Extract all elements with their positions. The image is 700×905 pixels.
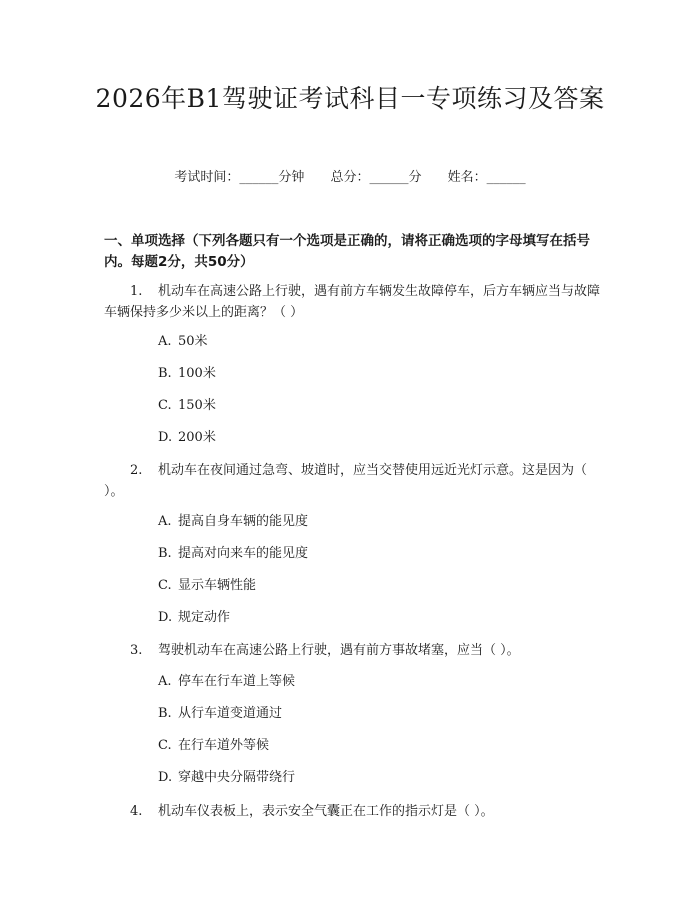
option-text: 显示车辆性能 [178,578,257,593]
option [158,609,230,627]
option-text: 50米 [178,334,208,349]
exam-meta-line [0,169,700,187]
student-name-field: 姓名：______ [447,170,526,185]
option-letter: B. [158,366,172,381]
question-number: 3. [130,643,143,658]
option-letter: B. [158,546,172,561]
option-letter: D. [158,610,173,625]
option [158,333,208,351]
option-letter: A. [158,674,172,689]
question-1 [104,281,604,323]
option-letter: C. [158,398,172,413]
option-text: 提高对向来车的能见度 [178,546,309,561]
option-letter: A. [158,334,172,349]
section-heading: 一、单项选择（下列各题只有一个选项是正确的，请将正确选项的字母填写在括号内。每题2分，共50分） [104,233,590,270]
question-number: 1. [130,284,143,299]
option-text: 提高自身车辆的能见度 [178,514,309,529]
option [158,737,269,755]
option-text: 从行车道变道通过 [178,706,283,721]
option-text: 规定动作 [178,610,231,625]
option [158,577,256,595]
option [158,365,216,383]
option [158,545,308,563]
exam-time-field: 考试时间：______分钟 [174,170,305,185]
option [158,397,216,415]
question-number: 2. [130,463,143,478]
question-text: 机动车在高速公路上行驶，遇有前方车辆发生故障停车，后方车辆应当与故障车辆保持多少米以上的距离？（ ） [104,284,601,320]
option [158,769,295,787]
option-text: 停车在行车道上等候 [178,674,296,689]
option-letter: C. [158,738,172,753]
question-2 [104,460,604,502]
option-text: 200米 [178,430,216,445]
option [158,673,295,691]
option [158,513,308,531]
question-3 [104,640,604,661]
total-score-field: 总分：______分 [330,170,422,185]
option [158,705,282,723]
option-text: 150米 [178,398,216,413]
option [158,429,216,447]
option-letter: D. [158,430,173,445]
question-text: 机动车仪表板上，表示安全气囊正在工作的指示灯是（ ）。 [158,804,494,819]
option-letter: C. [158,578,172,593]
document-title: 2026年B1驾驶证考试科目一专项练习及答案 [95,84,605,113]
option-letter: B. [158,706,172,721]
question-4 [104,801,604,822]
option-letter: D. [158,770,173,785]
option-text: 100米 [178,366,216,381]
option-text: 在行车道外等候 [178,738,270,753]
question-number: 4. [130,804,143,819]
question-text: 驾驶机动车在高速公路上行驶，遇有前方事故堵塞，应当（ ）。 [158,643,520,658]
question-text: 机动车在夜间通过急弯、坡道时，应当交替使用远近光灯示意。这是因为（ ）。 [104,463,588,499]
option-text: 穿越中央分隔带绕行 [178,770,296,785]
option-letter: A. [158,514,172,529]
